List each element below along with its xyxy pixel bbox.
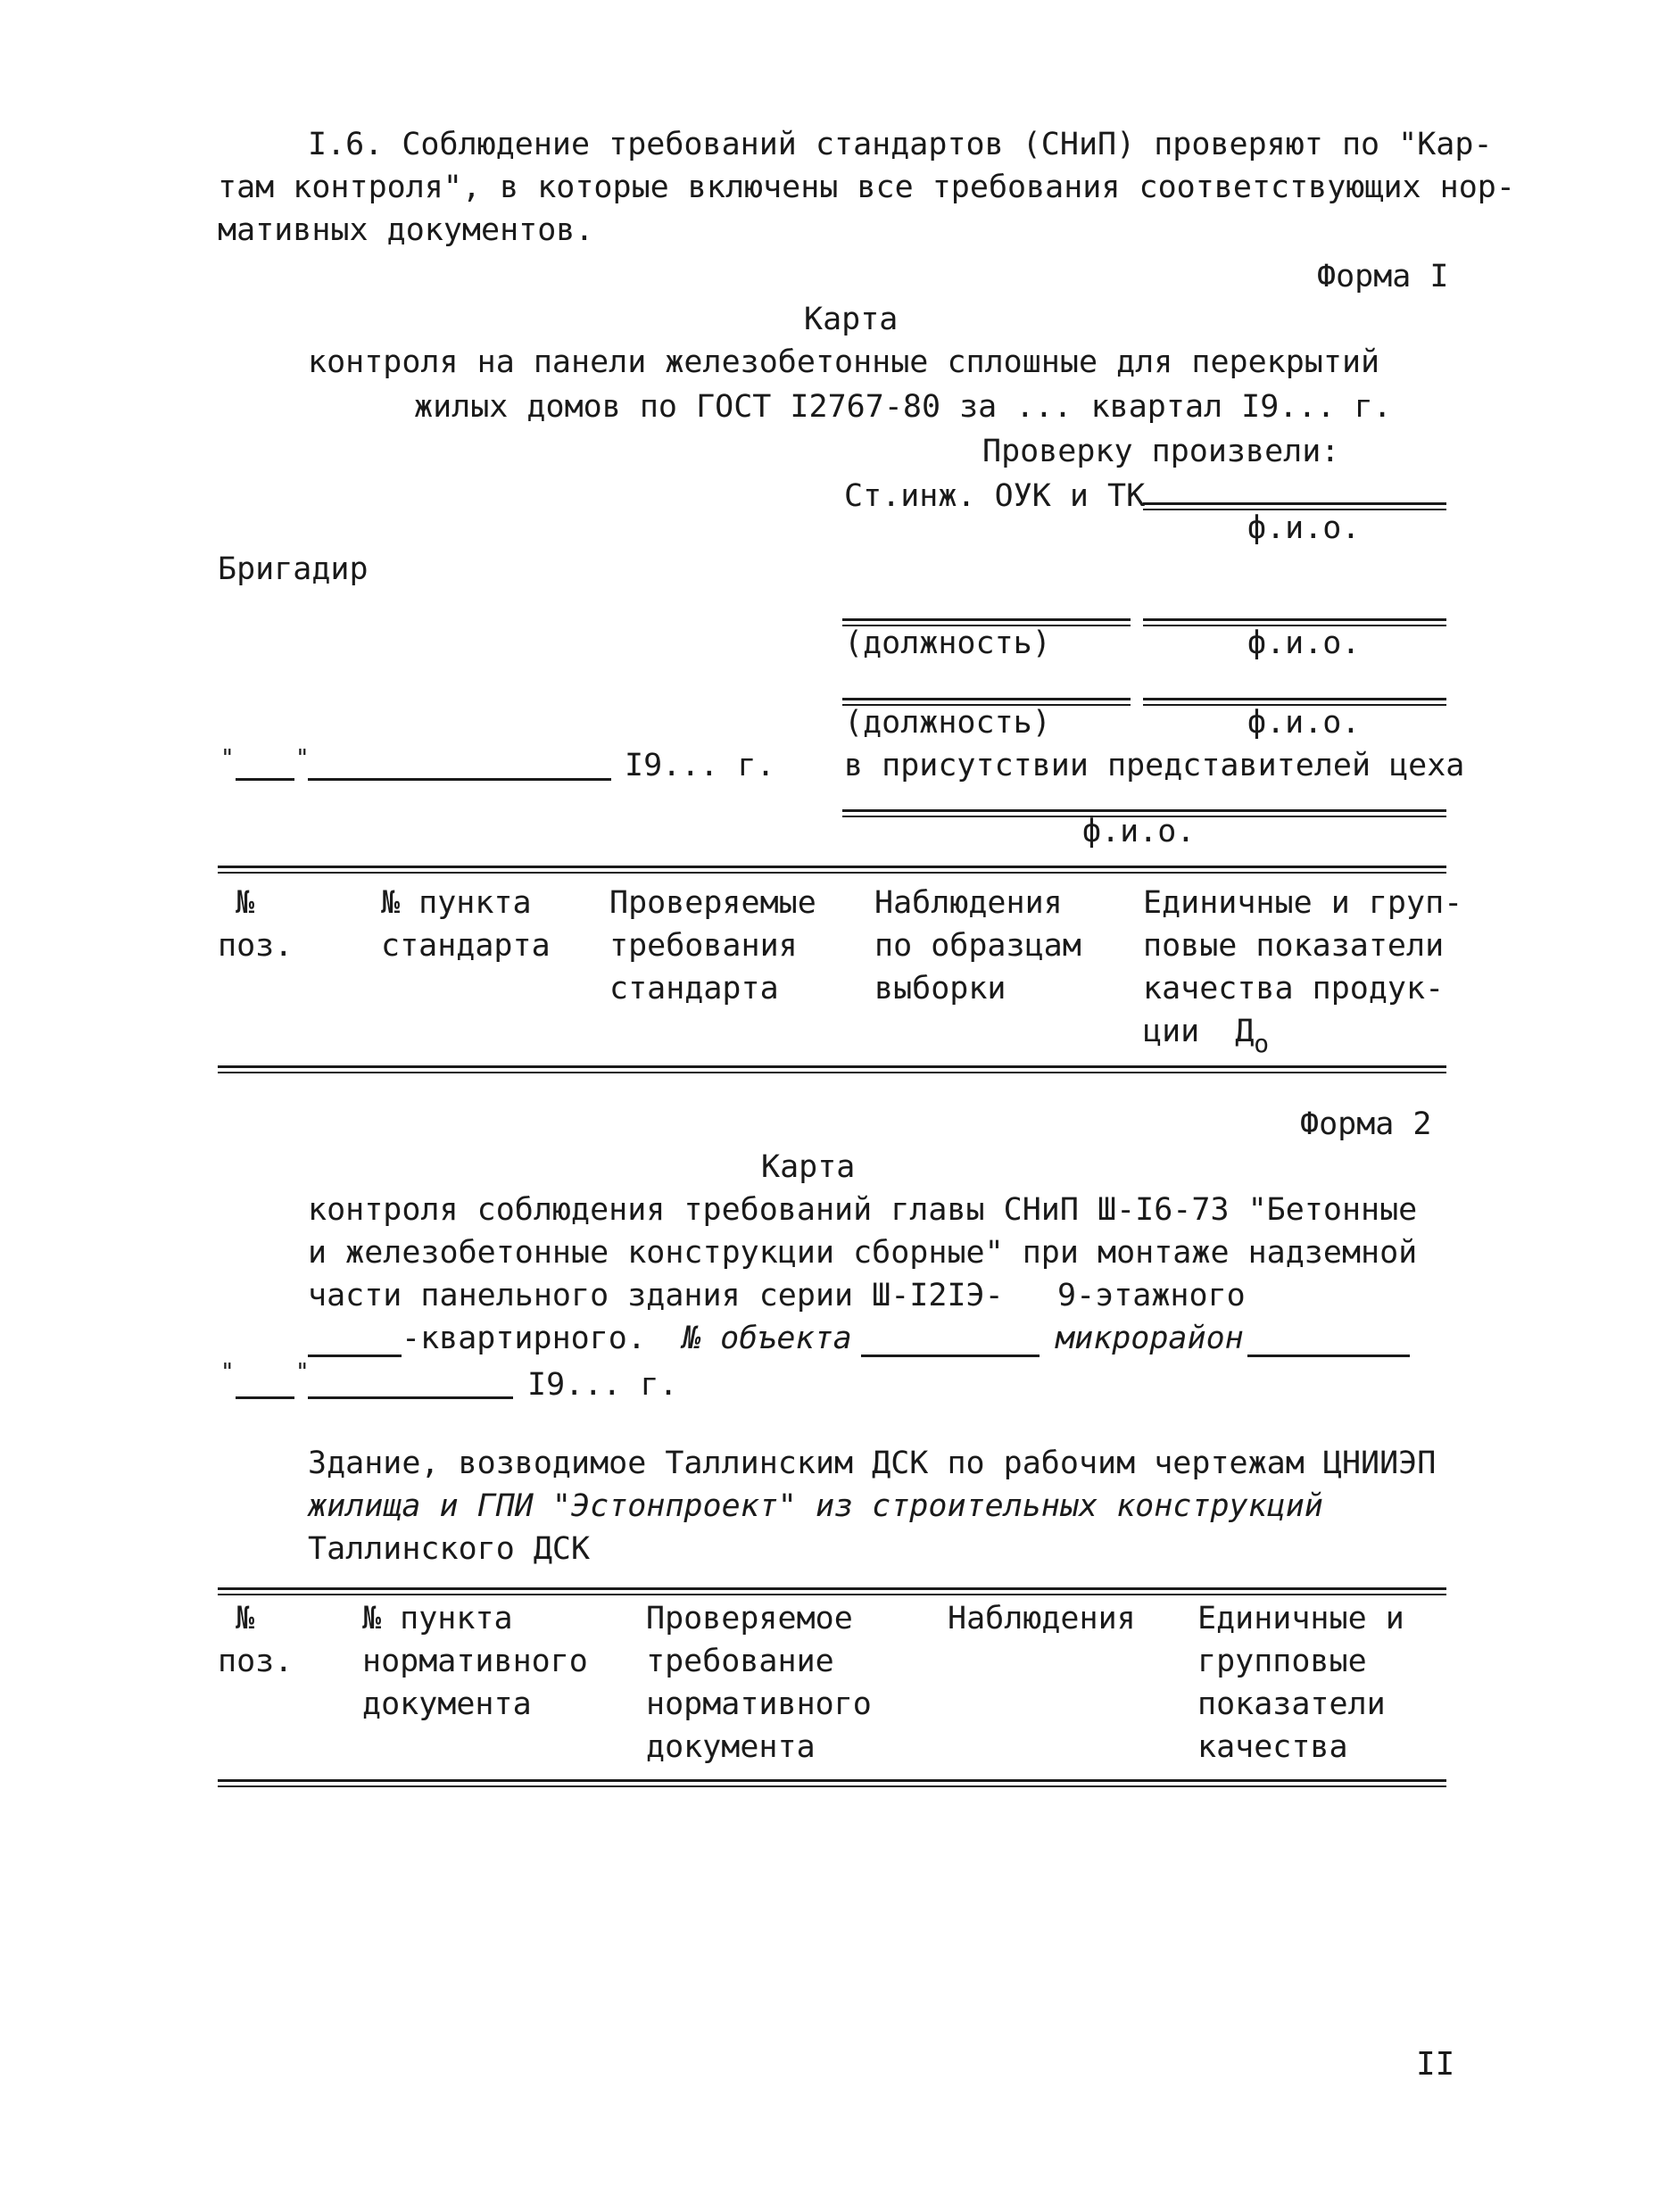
form2-col2-line1: № пункта <box>362 1601 513 1636</box>
form1-col4-line3: выборки <box>874 971 1006 1007</box>
form2-table-col-pos <box>218 1597 293 1683</box>
form1-date-month-line <box>308 778 611 781</box>
form1-col5-line1: Единичные и груп- <box>1143 885 1463 921</box>
page-number: II <box>1416 2046 1455 2083</box>
fio-label-1: ф.и.о. <box>1247 510 1361 546</box>
form2-building-3: Таллинского ДСК <box>308 1531 591 1567</box>
form2-table-top-rule <box>218 1587 1446 1595</box>
form2-table-col-clause <box>362 1597 588 1726</box>
form1-date-year: I9... г. <box>625 748 775 783</box>
form1-table-col-requirements <box>609 882 816 1010</box>
form2-date-year: I9... г. <box>527 1367 678 1403</box>
form1-inspected-by: Проверку произвели: <box>982 434 1340 469</box>
form2-table-bottom-rule <box>218 1779 1446 1787</box>
form2-title: Карта <box>761 1149 856 1185</box>
form2-col3-line1: Проверяемое <box>646 1601 853 1636</box>
form2-line-2: и железобетонные конструкции сборные" при монтаже надземной <box>308 1235 1418 1271</box>
form1-table-col-pos <box>218 882 293 967</box>
form2-building-1: Здание, возводимое Таллинским ДСК по рабочим чертежам ЦНИИЭП <box>308 1446 1437 1481</box>
form2-building-2: жилища и ГПИ "Эстонпроект" из строительных конструкций <box>308 1488 1323 1524</box>
form2-district-line <box>1247 1355 1410 1357</box>
intro-line-1: I.6. Соблюдение требований стандартов (СНиП) проверяют по "Кар- <box>308 127 1493 162</box>
form1-title: Карта <box>804 302 899 337</box>
form2-col3-line3: нормативного <box>646 1686 872 1722</box>
form1-col2-line2: стандарта <box>381 928 551 964</box>
fio-label-4: ф.и.о. <box>1082 814 1196 849</box>
form2-col1-line2: поз. <box>218 1644 294 1679</box>
form1-subtitle-1: контроля на панели железобетонные сплошные для перекрытий <box>308 344 1380 380</box>
form2-date-day-line <box>236 1396 294 1399</box>
form2-apartments-line <box>308 1355 402 1357</box>
form2-col4-line1: Наблюдения <box>948 1601 1136 1636</box>
form2-col3-line4: документа <box>646 1729 816 1765</box>
form1-subtitle-2: жилых домов по ГОСТ I2767-80 за ... квартал I9... г. <box>414 389 1392 425</box>
form1-col3-line3: стандарта <box>609 971 779 1007</box>
form2-date-quote-open: " <box>220 1359 235 1386</box>
position-label-1: (должность) <box>844 625 1051 661</box>
intro-line-3: мативных документов. <box>218 212 594 248</box>
form1-brigadier: Бригадир <box>218 551 369 587</box>
form2-line-4c: микрорайон <box>1056 1321 1244 1356</box>
form1-table-bottom-rule <box>218 1065 1446 1073</box>
form2-col5-line3: показатели <box>1197 1686 1386 1722</box>
form2-line-4b: № объекта <box>683 1321 852 1356</box>
form1-date-quote-close: " <box>295 745 310 772</box>
form1-label: Форма I <box>1317 259 1449 294</box>
form2-col1-line1: № <box>236 1601 255 1636</box>
form2-line-3b: 9-этажного <box>1057 1278 1246 1313</box>
form2-table-col-observations <box>948 1597 1136 1640</box>
fio-label-3: ф.и.о. <box>1247 705 1361 741</box>
form2-col5-line2: групповые <box>1197 1644 1367 1679</box>
form1-table-col-observations <box>874 882 1081 1010</box>
form1-col3-line1: Проверяемые <box>609 885 816 921</box>
form2-date-quote-close: " <box>295 1359 310 1386</box>
form2-col3-line2: требование <box>646 1644 834 1679</box>
form2-col2-line3: документа <box>362 1686 532 1722</box>
form1-col5-line3: качества продук- <box>1143 971 1445 1007</box>
form1-senior-engineer: Ст.инж. ОУК и ТК <box>844 478 1146 514</box>
form1-col4-line1: Наблюдения <box>874 885 1063 921</box>
form2-date-month-line <box>308 1396 513 1399</box>
form2-col5-line1: Единичные и <box>1197 1601 1404 1636</box>
form1-col2-line1: № пункта <box>381 885 532 921</box>
intro-line-2: там контроля", в которые включены все требования соответствующих нор- <box>218 170 1515 205</box>
form1-col5-subscript: о <box>1254 1029 1270 1058</box>
form2-line-3a: части панельного здания серии Ш-I2IЭ- <box>308 1278 1004 1313</box>
form2-table-col-indicators <box>1197 1597 1404 1769</box>
form1-col5-symbol: Д <box>1235 1014 1255 1049</box>
form1-col5-line2: повые показатели <box>1143 928 1445 964</box>
form1-col3-line2: требования <box>609 928 798 964</box>
form1-col5-line4 <box>1143 1010 1462 1058</box>
form1-table-col-clause <box>381 882 551 967</box>
form2-line-4a: -квартирного. <box>402 1321 646 1356</box>
form2-label: Форма 2 <box>1300 1106 1432 1142</box>
form1-col5-product: ции <box>1143 1014 1200 1049</box>
form1-date-day-line <box>236 778 294 781</box>
form1-col1-line1: № <box>236 885 255 921</box>
fio-label-2: ф.и.о. <box>1247 625 1361 661</box>
form2-object-line <box>861 1355 1040 1357</box>
form1-date-quote-open: " <box>220 745 235 772</box>
form1-presence: в присутствии представителей цеха <box>844 748 1465 783</box>
position-label-2: (должность) <box>844 705 1051 741</box>
form1-col1-line2: поз. <box>218 928 294 964</box>
form2-col5-line4: качества <box>1197 1729 1348 1765</box>
form2-col2-line2: нормативного <box>362 1644 588 1679</box>
form2-line-1: контроля соблюдения требований главы СНиП Ш-I6-73 "Бетонные <box>308 1192 1418 1228</box>
form1-col4-line2: по образцам <box>874 928 1081 964</box>
form1-table-top-rule <box>218 866 1446 874</box>
form2-table-col-requirement <box>646 1597 872 1769</box>
form1-table-col-indicators <box>1143 882 1463 1058</box>
